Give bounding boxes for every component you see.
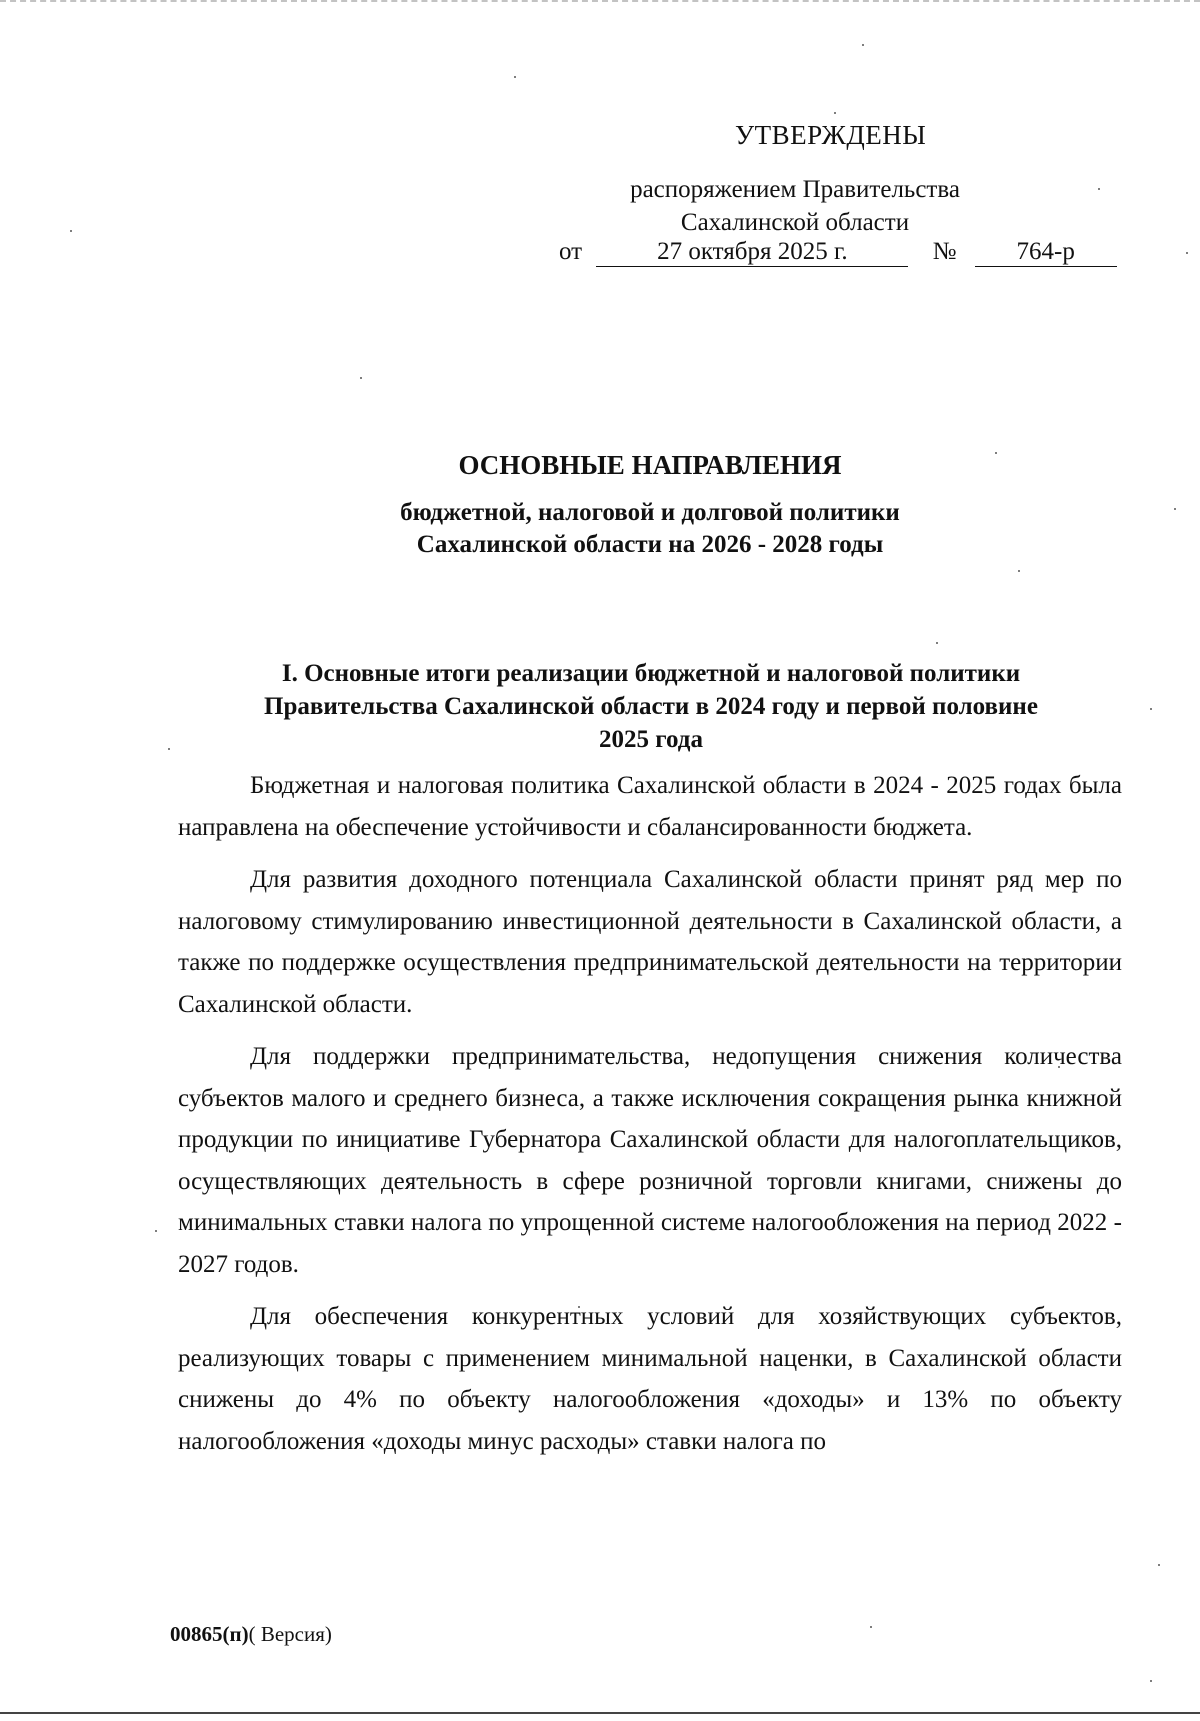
approved-by-line: распоряжением Правительства — [630, 176, 960, 203]
approval-date-line — [559, 238, 1117, 267]
scan-speck — [1150, 1680, 1152, 1682]
scan-top-edge — [0, 0, 1200, 2]
subtitle-line: Сахалинской области на 2026 - 2028 годы — [416, 531, 884, 558]
scan-speck — [70, 230, 72, 232]
scan-bottom-edge — [0, 1712, 1200, 1714]
subtitle-line: бюджетной, налоговой и долговой политики — [400, 499, 900, 526]
document-version: ( Версия) — [248, 1622, 332, 1646]
paragraph: Бюджетная и налоговая политика Сахалинской области в 2024 - 2025 годах была направлена на обеспечение устойчивости и сбалансированности бюджета. — [178, 772, 1122, 841]
approved-heading: УТВЕРЖДЕНЫ — [735, 120, 927, 150]
body-text — [178, 765, 1122, 1473]
document-code — [170, 1622, 332, 1647]
from-label: от — [559, 238, 583, 265]
section-heading-line: Правительства Сахалинской области в 2024 году и первой половине — [264, 693, 1038, 720]
paragraph: Для обеспечения конкурентных условий для хозяйствующих субъектов, реализующих товары с применением минимальной наценки, в Сахалинской области снижены до 4% по объекту налогообложения «доходы» и 13% по объекту налогообложения «доходы минус расходы» ставки налога по — [178, 1303, 1122, 1455]
number-sign: № — [932, 238, 957, 265]
scan-speck — [1098, 188, 1100, 190]
scan-speck — [936, 642, 938, 644]
scan-speck — [168, 748, 170, 750]
paragraph: Для развития доходного потенциала Сахалинской области принят ряд мер по налоговому стимулированию инвестиционной деятельности в Сахалинской области, а также по поддержке осуществления предпринимательской деятельности на территории Сахалинской области. — [178, 866, 1122, 1018]
scan-speck — [514, 76, 516, 78]
section-heading-line: 2025 года — [599, 726, 703, 753]
approval-date: 27 октября 2025 г. — [596, 238, 908, 267]
scan-speck — [1158, 1564, 1160, 1566]
section-heading — [178, 657, 1124, 756]
paragraph: Для поддержки предпринимательства, недопущения снижения количества субъектов малого и среднего бизнеса, а также исключения сокращения рынка книжной продукции по инициативе Губернатора Сахалинской области для налогоплательщиков, осуществляющих деятельность в сфере розничной торговли книгами, снижены до минимальных ставки налога по упрощенной системе налогообложения на период 2022 - 2027 годов. — [178, 1043, 1122, 1278]
scan-speck — [1018, 570, 1020, 572]
scan-speck — [870, 1626, 872, 1628]
scan-speck — [834, 112, 836, 114]
approval-number: 764-р — [975, 238, 1117, 267]
scan-speck — [1150, 708, 1152, 710]
scan-speck — [862, 44, 864, 46]
scan-speck — [1186, 252, 1188, 254]
document-subtitle — [0, 497, 1200, 561]
scan-speck — [155, 1230, 157, 1232]
scan-speck — [360, 377, 362, 379]
section-heading-line: I. Основные итоги реализации бюджетной и налоговой политики — [281, 660, 1021, 687]
approved-by — [560, 173, 1030, 239]
document-title: ОСНОВНЫЕ НАПРАВЛЕНИЯ — [458, 450, 842, 480]
document-code-number: 00865(п) — [170, 1622, 249, 1646]
approved-by-line: Сахалинской области — [680, 209, 910, 236]
